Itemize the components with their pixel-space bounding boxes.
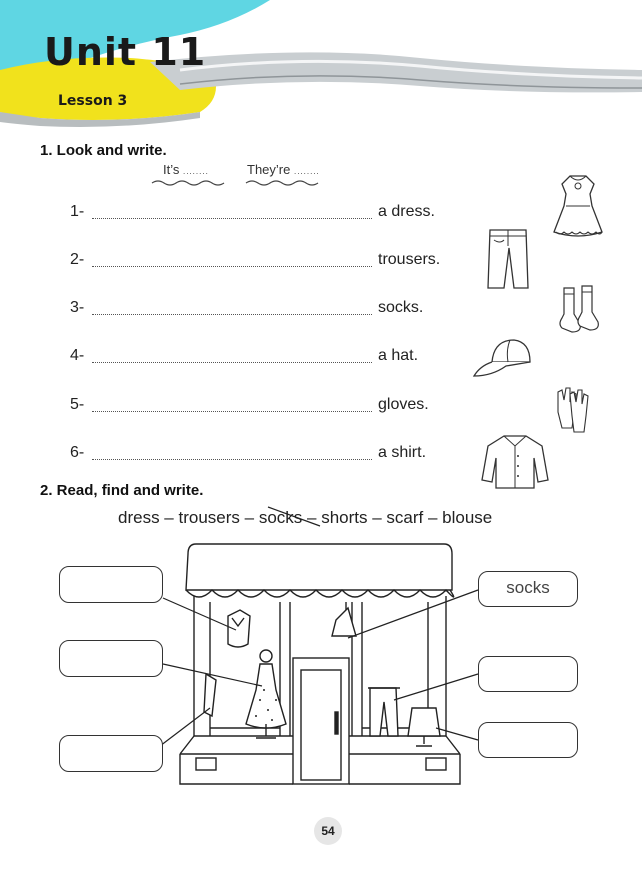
word-separator: – [367, 508, 387, 527]
item-number: 5- [70, 396, 85, 413]
item-number: 4- [70, 347, 85, 364]
hint-text: They’re [247, 162, 291, 177]
word-bank-item: dress [118, 508, 160, 527]
item-number: 2- [70, 251, 85, 268]
answer-box-right-3[interactable] [478, 722, 578, 758]
hint-text: It’s [163, 162, 180, 177]
item-ending: trousers. [378, 251, 441, 268]
unit-title: Unit 11 [44, 30, 207, 74]
page-number: 54 [314, 817, 342, 845]
item-ending: a hat. [378, 347, 419, 364]
section1-title: 1. Look and write. [40, 142, 167, 159]
word-bank-item: scarf [386, 508, 424, 527]
lesson-label: Lesson 3 [58, 93, 128, 109]
item-number: 3- [70, 299, 85, 316]
answer-box-right-2[interactable] [478, 656, 578, 692]
hint-blank: ........ [183, 167, 209, 176]
item-ending: a dress. [378, 203, 435, 220]
answer-box-left-2[interactable] [59, 640, 163, 677]
item-number: 6- [70, 444, 85, 461]
word-bank-item: shorts [321, 508, 368, 527]
item-number: 1- [70, 203, 85, 220]
word-bank-item: blouse [442, 508, 493, 527]
answer-box-right-1[interactable] [478, 571, 578, 607]
section2-title: 2. Read, find and write. [40, 482, 204, 499]
hint-blank: ........ [293, 167, 320, 176]
word-separator: – [423, 508, 443, 527]
answer-box-left-3[interactable] [59, 735, 163, 772]
word-bank-item-crossed: socks [258, 508, 303, 527]
box-text: socks [506, 578, 550, 597]
item-ending: gloves. [378, 396, 429, 413]
answer-box-left-1[interactable] [59, 566, 163, 603]
item-ending: a shirt. [378, 444, 427, 461]
word-bank-item: trousers [178, 508, 240, 527]
word-separator: – [159, 508, 179, 527]
word-separator: – [302, 508, 322, 527]
word-separator: – [239, 508, 259, 527]
item-ending: socks. [378, 299, 424, 316]
